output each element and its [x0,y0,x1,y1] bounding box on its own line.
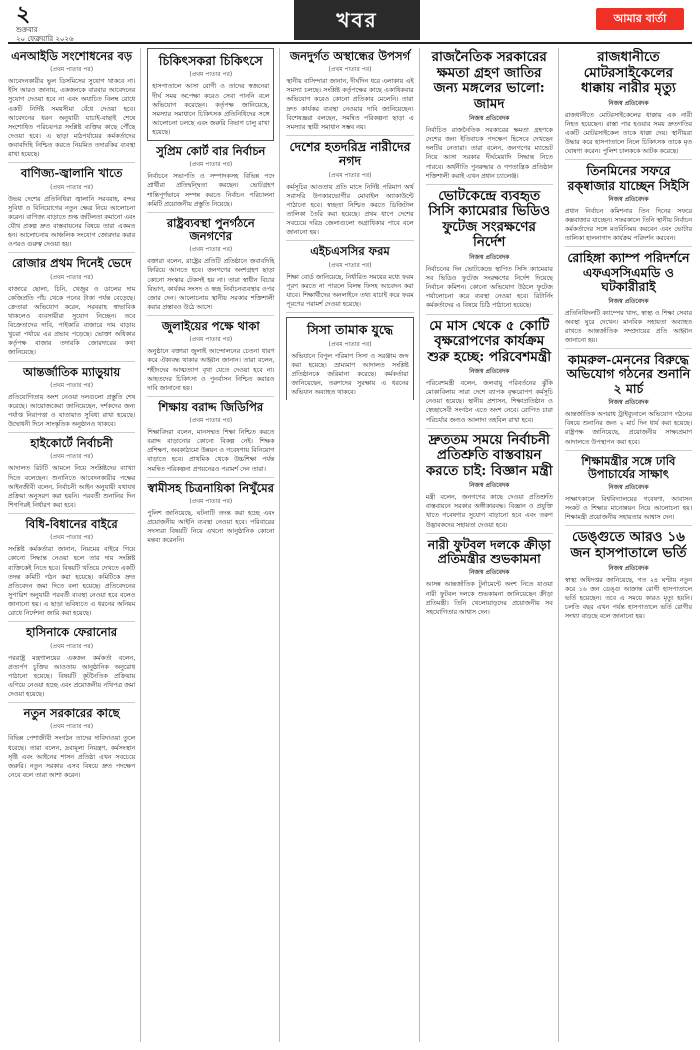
article-continuation: (প্রথম পাতার পর) [50,642,94,650]
article [147,217,274,316]
article-headline: রোজার প্রথম দিনেই ভেদে [11,256,132,271]
article-byline: নিজস্ব প্রতিবেদক [469,569,510,577]
article-body: পররাষ্ট্র মন্ত্রণালয়ের একজন কর্মকর্তা বলেন, প্রত্যর্পণ চুক্তির আওতায় আনুষ্ঠানিক অনুরোধ পাঠানো হয়েছে। বিষয়টি কূটনৈতিক প্রক্রিয়ায় এগিয়ে নেওয়া হচ্ছে এবং প্রয়োজনীয় নথিপত্র জমা দেওয়া হয়েছে। [8,654,136,699]
article-continuation: (প্রথম পাতার পর) [189,246,233,254]
article [286,317,413,400]
article-headline: রোহিঙ্গা ক্যাম্প পরিদর্শনে এফএসসিএমডি ও ঘটকারীরাই [567,250,690,295]
article-headline: ভোটকেন্দ্রে ব্যবহৃত সিসি ক্যামেরার ভিডিও ফুটেজ সংরক্ষণের নির্দেশ [428,187,550,251]
article-byline: নিজস্ব প্রতিবেদক [608,99,649,107]
article-headline: হাসিনাকে ফেরানোর [26,625,118,640]
article-body: অভিযানে বিপুল পরিমাণ সিসা ও সরঞ্জাম জব্দ করা হয়েছে। ভ্রাম্যমাণ আদালত সংশ্লিষ্ট প্রতিষ্ঠানকে জরিমানা করেছে। কর্মকর্তারা জানিয়েছেন, তরুণদের সুরক্ষায় এ ধরনের অভিযান অব্যাহত থাকবে। [291,352,409,397]
article [426,50,553,185]
article [147,482,274,549]
article [8,366,135,434]
article-byline: নিজস্ব প্রতিবেদক [469,253,510,261]
column-3 [286,48,419,1042]
article [8,50,135,163]
article-body: নির্বাচিত রাজনৈতিক সরকারের ক্ষমতা গ্রহণকে দেশের জন্য ইতিবাচক পদক্ষেপ হিসেবে দেখছেন দলটির নেতারা। তারা বলেন, জনগণের ম্যান্ডেট নিয়ে আসা সরকার দীর্ঘমেয়াদি সিদ্ধান্ত নিতে পারবে। অর্থনীতি পুনরুদ্ধার ও গণতান্ত্রিক প্রতিষ্ঠান শক্তিশালী করাই এখন প্রধান চ্যালেঞ্জ। [425,127,553,180]
article-continuation: (প্রথম পাতার পর) [328,66,372,74]
article-headline: রাজধানীতে মোটরসাইকেলের ধাক্কায় নারীর মৃত্যু [580,49,676,97]
article-headline: রাষ্ট্রব্যবস্থা পুনর্গঠনে জনগণের [166,215,255,244]
article-body: হাসপাতালে আসা রোগী ও তাদের স্বজনেরা দীর্ঘ সময় অপেক্ষা করেও সেবা পাননি বলে অভিযোগ করেছেন। কর্তৃপক্ষ জানিয়েছে, সমস্যার সমাধানে চিকিৎসক প্রতিনিধিদের সঙ্গে আলোচনা চলছে এবং জরুরি বিভাগ চালু রাখা হয়েছে। [152,83,270,136]
article [565,455,692,527]
article [8,626,135,703]
article-headline: এনআইডি সংশোধনের বড় [11,49,133,63]
article [147,320,274,397]
article-continuation: (প্রথম পাতার পর) [50,381,94,389]
folio-date: ২০ ফেব্রুয়ারি ২০২৬ [16,35,74,43]
article [565,530,692,624]
article [565,353,692,451]
article [8,257,135,361]
article-headline: সিসা তামাক যুদ্ধে [306,322,394,338]
article-body: প্রতিনিধিদলটি ক্যাম্পের খাদ্য, স্বাস্থ্য ও শিক্ষা সেবার অবস্থা ঘুরে দেখেন। মানবিক সহায়তা অব্যাহত রাখতে আন্তর্জাতিক সম্প্রদায়ের প্রতি আহ্বান জানানো হয়। [564,309,693,344]
article [565,251,692,349]
article-continuation: (প্রথম পাতার পর) [189,497,233,505]
article-continuation: (প্রথম পাতার পর) [50,183,94,191]
article-headline: শিক্ষায় বরাদ্দ জিডিপির [158,399,264,414]
article-headline: দ্রুততম সময়ে নির্বাচনী প্রতিশ্রুতি বাস্তবায়ন করতে চাই: বিজ্ঞান মন্ত্রী [425,431,553,479]
article-body: আন্তর্জাতিক অপরাধ ট্রাইব্যুনালে অভিযোগ গঠনের বিষয়ে শুনানির জন্য ২ মার্চ দিন ধার্য করা হয়েছে। রাষ্ট্রপক্ষ জানিয়েছে, প্রয়োজনীয় সাক্ষ্যপ্রমাণ আদালতে উপস্থাপন করা হবে। [564,411,693,446]
article-body: অনুষ্ঠানে বক্তারা জুলাই আন্দোলনের চেতনা ধারণ করে ঐক্যবদ্ধ থাকার আহ্বান জানান। তারা বলেন, শহীদদের আত্মত্যাগ বৃথা যেতে দেওয়া হবে না। আহতদের চিকিৎসা ও পুনর্বাসন নিশ্চিত করারও দাবি জানানো হয়। [147,348,275,392]
article-body: বিভিন্ন পেশাজীবী সংগঠন তাদের দাবিদাওয়া তুলে ধরেছে। তারা বলেন, দ্রব্যমূল্য নিয়ন্ত্রণ, কর্মসংস্থান সৃষ্টি এবং আইনের শাসন প্রতিষ্ঠা এখন সবচেয়ে জরুরি। নতুন সরকার এসব বিষয়ে দ্রুত পদক্ষেপ নেবে বলে তারা আশা করেন। [8,735,136,779]
article-body: নির্বাচনে সভাপতি ও সম্পাদকসহ বিভিন্ন পদে প্রার্থীরা প্রতিদ্বন্দ্বিতা করছেন। ভোটগ্রহণ শান্তিপূর্ণভাবে সম্পন্ন করতে নির্বাচন পরিচালনা কমিটি প্রয়োজনীয় প্রস্তুতি নিয়েছে। [147,173,275,208]
article [8,518,135,622]
article [426,319,553,429]
article [147,145,274,213]
article-continuation: (প্রথম পাতার পর) [189,336,233,344]
column-2 [147,48,280,1042]
article [8,707,135,783]
article-body: আবেদনকারীর ভুল ডিসমিসের সুযোগ থাকবে না। ইসি আরও জানায়, একজনকে বারবার আবেদনের সুযোগ দেওয়া হবে না এবং অযাচিত বিলম্ব রোধে একটি নির্দিষ্ট সময়সীমা বেঁধে দেওয়া হবে। আবেদনের ধরন অনুযায়ী যাচাই-বাছাই শেষে সংশোধিত পরিচয়পত্র সংশ্লিষ্ট ব্যক্তির কাছে পৌঁছে দেওয়া হবে। এ ছাড়া মাঠপর্যায়ের কর্মকর্তাদের জবাবদিহি নিশ্চিত করতে নিয়মিত তদারকির ব্যবস্থা রাখা হয়েছে। [8,78,136,159]
article-headline: চিকিৎসকরা চিকিৎসে [158,53,263,68]
article-continuation: (প্রথম পাতার পর) [189,71,233,79]
article-headline: দেশের হতদরিদ্র নারীদের নগদ [289,138,411,169]
article-body: আদালত রিটটি আমলে নিয়ে সংশ্লিষ্টদের ব্যাখ্যা দিতে বলেছেন। শুনানিতে আবেদনকারীর পক্ষের আইনজীবী বলেন, নির্বাচনী আইন অনুযায়ী যথাযথ প্রক্রিয়া অনুসরণ করা হয়নি। পরবর্তী শুনানির দিন শিগগিরই নির্ধারণ করা হবে। [8,465,136,509]
article [565,164,692,247]
article-headline: কামরুল-মেননের বিরুদ্ধে অভিযোগ গঠনের শুনানি ২ মার্চ [566,352,691,396]
article-headline: জনদুর্গত অস্থান্ধের উপসর্গ [289,49,411,63]
article [286,140,413,242]
article-continuation: (প্রথম পাতার পর) [189,417,233,425]
article-headline: বিধি-বিধানের বাইরে [25,517,118,532]
article-headline: আন্তর্জাতিক ম্যাড়ুয়ায় [23,364,121,379]
article-byline: নিজস্ব প্রতিবেদক [608,297,649,305]
column-4 [426,48,559,1042]
article [147,401,274,478]
article-continuation: (প্রথম পাতার পর) [328,340,372,348]
article-headline: নারী ফুটবল দলকে ক্রীড়া প্রতিমন্ত্রীর শুভকামনা [427,536,551,567]
article-body: বক্তারা বলেন, রাষ্ট্রের প্রতিটি প্রতিষ্ঠানে জবাবদিহি ফিরিয়ে আনতে হবে। জনগণের অংশগ্রহণ ছাড়া কোনো সংস্কার টেকসই হয় না। তারা স্বাধীন বিচার বিভাগ, কার্যকর সংসদ ও স্বচ্ছ নির্বাচনব্যবস্থার ওপর জোর দেন। আলোচনায় স্থানীয় সরকার শক্তিশালী করার প্রস্তাবও উঠে আসে। [147,258,275,311]
article-headline: সুপ্রিম কোর্ট বার নির্বাচন [156,144,266,159]
article-body: আসন্ন আন্তর্জাতিক টুর্নামেন্টে অংশ নিতে যাওয়া নারী ফুটবল দলকে শুভকামনা জানিয়েছেন ক্রীড়া প্রতিমন্ত্রী। তিনি খেলোয়াড়দের প্রয়োজনীয় সব সহযোগিতার আশ্বাস দেন। [425,581,553,616]
article-headline: বাণিজ্য-জ্বালানি খাতে [20,166,123,181]
article-body: বাজারে ছোলা, চিনি, খেজুর ও ডালের দাম কেজিপ্রতি পাঁচ থেকে পনের টাকা পর্যন্ত বেড়েছে। ক্রেতারা অভিযোগ করেন, সরবরাহ স্বাভাবিক থাকলেও ব্যবসায়ীরা সুযোগ নিচ্ছেন। তবে বিক্রেতাদের দাবি, পাইকারি বাজারে দাম বাড়ায় খুচরা পর্যায়ে এর প্রভাব পড়েছে। ভোক্তা অধিকার কর্তৃপক্ষ বাজার তদারকি জোরদারের কথা জানিয়েছে। [8,285,136,357]
article-body: উভয় দেশের প্রতিনিধিরা জ্বালানি সরবরাহ, বন্দর সুবিধা ও বিনিয়োগের নতুন ক্ষেত্র নিয়ে আলোচনা করেন। বাণিজ্য বাড়াতে শুল্ক জটিলতা কমানো এবং যৌথ প্রকল্প দ্রুত বাস্তবায়নের বিষয়ে তারা একমত হন। আলোচনায় আঞ্চলিক সংযোগ জোরদার করার ওপরও গুরুত্ব দেওয়া হয়। [8,195,136,249]
article-body: শিক্ষা বোর্ড জানিয়েছে, নির্ধারিত সময়ের মধ্যে ফরম পূরণ করতে না পারলে বিলম্ব ফিসহ আবেদন করা যাবে। শিক্ষার্থীদের অনলাইনে তথ্য যাচাই করে ফরম পূরণের পরামর্শ দেওয়া হয়েছে। [286,273,414,309]
article-headline: শিক্ষামন্ত্রীর সঙ্গে ঢাবি উপাচার্যের সাক্ষাৎ [581,453,676,481]
article-body: পুলিশ জানিয়েছে, ঘটনাটি তদন্ত করা হচ্ছে এবং প্রয়োজনীয় আইনি ব্যবস্থা নেওয়া হবে। পরিবারের সদস্যরা বিষয়টি নিয়ে এখনো আনুষ্ঠানিক কোনো মন্তব্য করেননি। [147,509,275,545]
column-1 [8,48,141,1042]
article [8,437,135,514]
article [147,48,274,141]
article-body: স্বাস্থ্য অধিদপ্তর জানিয়েছে, গত ২৪ ঘণ্টায় নতুন করে ১৬ জন ডেঙ্গু আক্রান্ত রোগী হাসপাতালে ভর্তি হয়েছেন। তবে এ সময়ে কারও মৃত্যু হয়নি। চলতি বছর এখন পর্যন্ত হাসপাতালে ভর্তি রোগীর সংখ্যা বাড়ছে বলে জানানো হয়। [564,576,693,621]
article [565,50,692,160]
article-byline: নিজস্ব প্রতিবেদক [608,399,649,407]
article-continuation: (প্রথম পাতার পর) [50,66,94,74]
article-headline: স্বামীসহ চিত্রনায়িকা নিখুঁমের [147,480,274,495]
article-continuation: (প্রথম পাতার পর) [50,273,94,281]
article [286,50,413,136]
article-body: স্থানীয় বাসিন্দারা জানান, দীর্ঘদিন ধরে এলাকায় এই সমস্যা চলছে। সংশ্লিষ্ট কর্তৃপক্ষের কাছে একাধিকবার অভিযোগ করেও কোনো প্রতিকার মেলেনি। তারা দ্রুত কার্যকর ব্যবস্থা নেওয়ার দাবি জানিয়েছেন। বিশেষজ্ঞরা বলছেন, সমন্বিত পরিকল্পনা ছাড়া এ সমস্যার স্থায়ী সমাধান সম্ভব নয়। [286,78,414,131]
article-continuation: (প্রথম পাতার পর) [189,161,233,169]
article-byline: নিজস্ব প্রতিবেদক [469,482,510,490]
article-headline: এইচএসসির ফরম [310,244,390,259]
article-byline: নিজস্ব প্রতিবেদক [469,368,510,376]
article-body: মন্ত্রী বলেন, জনগণের কাছে দেওয়া প্রতিশ্রুতি বাস্তবায়নে সরকার অঙ্গীকারবদ্ধ। বিজ্ঞান ও প্রযুক্তি খাতে গবেষণার সুযোগ বাড়ানো হবে এবং তরুণ উদ্ভাবকদের সহায়তা দেওয়া হবে। [425,494,553,529]
article-headline: তিনমিনের সফরে রক্ষ্বাজার যাচ্ছেন সিইসি [567,163,690,193]
article [426,433,553,534]
page-number: ২ [16,2,31,27]
article-body: শিক্ষাবিদরা বলেন, মানসম্মত শিক্ষা নিশ্চিত করতে বরাদ্দ বাড়ানোর কোনো বিকল্প নেই। শিক্ষক প্রশিক্ষণ, অবকাঠামো উন্নয়ন ও গবেষণায় বিনিয়োগ বাড়াতে হবে। প্রাথমিক থেকে উচ্চশিক্ষা পর্যন্ত সমন্বিত পরিকল্পনা প্রণয়নেরও পরামর্শ দেন তারা। [147,429,275,473]
folio-day: শুক্রবার [16,26,38,34]
article [426,538,553,620]
article-body: সংশ্লিষ্ট কর্মকর্তারা জানান, নিয়মের বাইরে গিয়ে কোনো সিদ্ধান্ত নেওয়া হলে তার দায় সংশ্লিষ্ট ব্যক্তিকেই নিতে হবে। বিষয়টি খতিয়ে দেখতে একটি তদন্ত কমিটি গঠন করা হয়েছে। কমিটিকে দ্রুত প্রতিবেদন জমা দিতে বলা হয়েছে। প্রতিবেদনের সুপারিশ অনুযায়ী পরবর্তী ব্যবস্থা নেওয়া হবে বলেও জানানো হয়। এ ছাড়া ভবিষ্যতে এ ধরনের অনিয়ম রোধে নির্দেশনা জারি করা হয়েছে। [8,546,136,618]
article-continuation: (প্রথম পাতার পর) [50,534,94,542]
article-body: রাজধানীতে মোটরসাইকেলের ধাক্কায় এক নারী নিহত হয়েছেন। রাস্তা পার হওয়ার সময় দ্রুতগতির একটি মোটরসাইকেল তাকে ধাক্কা দেয়। স্থানীয়রা উদ্ধার করে হাসপাতালে নিলে চিকিৎসক তাকে মৃত ঘোষণা করেন। পুলিশ চালককে আটক করেছে। [564,111,693,156]
article-headline: জুলাইয়ের পক্ষে থাকা [161,319,260,334]
article [8,167,135,253]
article-continuation: (প্রথম পাতার পর) [50,723,94,731]
section-title: খবর [294,0,420,40]
article-body: প্রতিযোগিতায় অংশ নেওয়া দলগুলো প্রস্তুতি শেষ করেছে। আয়োজকেরা জানিয়েছেন, দর্শকদের জন্য পর্যাপ্ত নিরাপত্তা ও যাতায়াত সুবিধা রাখা হয়েছে। উদ্বোধনী দিনে সাংস্কৃতিক অনুষ্ঠানও থাকবে। [8,393,136,429]
article-byline: নিজস্ব প্রতিবেদক [608,484,649,492]
folio [16,4,74,44]
article-body: প্রধান নির্বাচন কমিশনার তিন দিনের সফরে কক্সবাজার যাচ্ছেন। সফরকালে তিনি স্থানীয় নির্বাচন কর্মকর্তাদের সঙ্গে মতবিনিময় করবেন এবং ভোটার তালিকা হালনাগাদ কার্যক্রম পরিদর্শন করবেন। [564,207,693,243]
article-columns [8,44,692,1042]
article [286,245,413,313]
article-headline: রাজনৈতিক সরকারের ক্ষমতা গ্রহণ জাতির জন্য মঙ্গলের ভালো: জামদ [431,49,547,112]
article-continuation: (প্রথম পাতার পর) [328,171,372,179]
article-byline: নিজস্ব প্রতিবেদক [608,564,649,572]
article-body: পরিবেশমন্ত্রী বলেন, জলবায়ু পরিবর্তনের ঝুঁকি মোকাবিলায় সারা দেশে ব্যাপক বৃক্ষরোপণ কর্মসূচি নেওয়া হয়েছে। স্থানীয় প্রশাসন, শিক্ষাপ্রতিষ্ঠান ও স্বেচ্ছাসেবী সংগঠন এতে অংশ নেবে। রোপিত চারা পরিচর্যার জন্যও আলাদা তহবিল রাখা হবে। [425,380,553,424]
article-byline: নিজস্ব প্রতিবেদক [469,115,510,123]
article-continuation: (প্রথম পাতার পর) [50,453,94,461]
article-headline: ডেঙ্গুতে আরও ১৬ জন হাসপাতালে ভর্তি [570,529,687,561]
article-headline: মে মাস থেকে ৫ কোটি বৃক্ষরোপণের কার্যক্রম শুরু হচ্ছে: পরিবেশমন্ত্রী [427,317,552,365]
article [426,189,553,315]
column-5 [565,48,692,1042]
article-byline: নিজস্ব প্রতিবেদক [608,195,649,203]
masthead [8,0,692,44]
article-headline: হাইকোর্টে নির্বাচনী [30,436,113,451]
article-body: কর্মসূচির আওতায় প্রতি মাসে নির্দিষ্ট পরিমাণ অর্থ সরাসরি উপকারভোগীর মোবাইল অ্যাকাউন্টে পাঠানো হবে। স্বচ্ছতা নিশ্চিত করতে ডিজিটাল তালিকা তৈরি করা হয়েছে। প্রথম ধাপে দেশের সবচেয়ে দরিদ্র জেলাগুলো অগ্রাধিকার পাবে বলে জানানো হয়। [286,183,414,237]
newspaper-logo: আমার বার্তা [596,8,684,30]
article-continuation: (প্রথম পাতার পর) [328,261,372,269]
article-headline: নতুন সরকারের কাছে [23,706,120,721]
article-body: নির্বাচনের দিন ভোটকেন্দ্রে স্থাপিত সিসি ক্যামেরার সব ভিডিও ফুটেজ সংরক্ষণের নির্দেশ দিয়েছে নির্বাচন কমিশন। কোনো অভিযোগ উঠলে ফুটেজ পর্যালোচনা করে ব্যবস্থা নেওয়া হবে। রিটার্নিং কর্মকর্তাদের এ বিষয়ে চিঠি পাঠানো হয়েছে। [425,265,553,310]
article-body: সাক্ষাৎকালে বিশ্ববিদ্যালয়ের গবেষণা, আবাসন সংকট ও শিক্ষার মানোন্নয়ন নিয়ে আলোচনা হয়। শিক্ষামন্ত্রী প্রয়োজনীয় সহায়তার আশ্বাস দেন। [564,496,693,522]
